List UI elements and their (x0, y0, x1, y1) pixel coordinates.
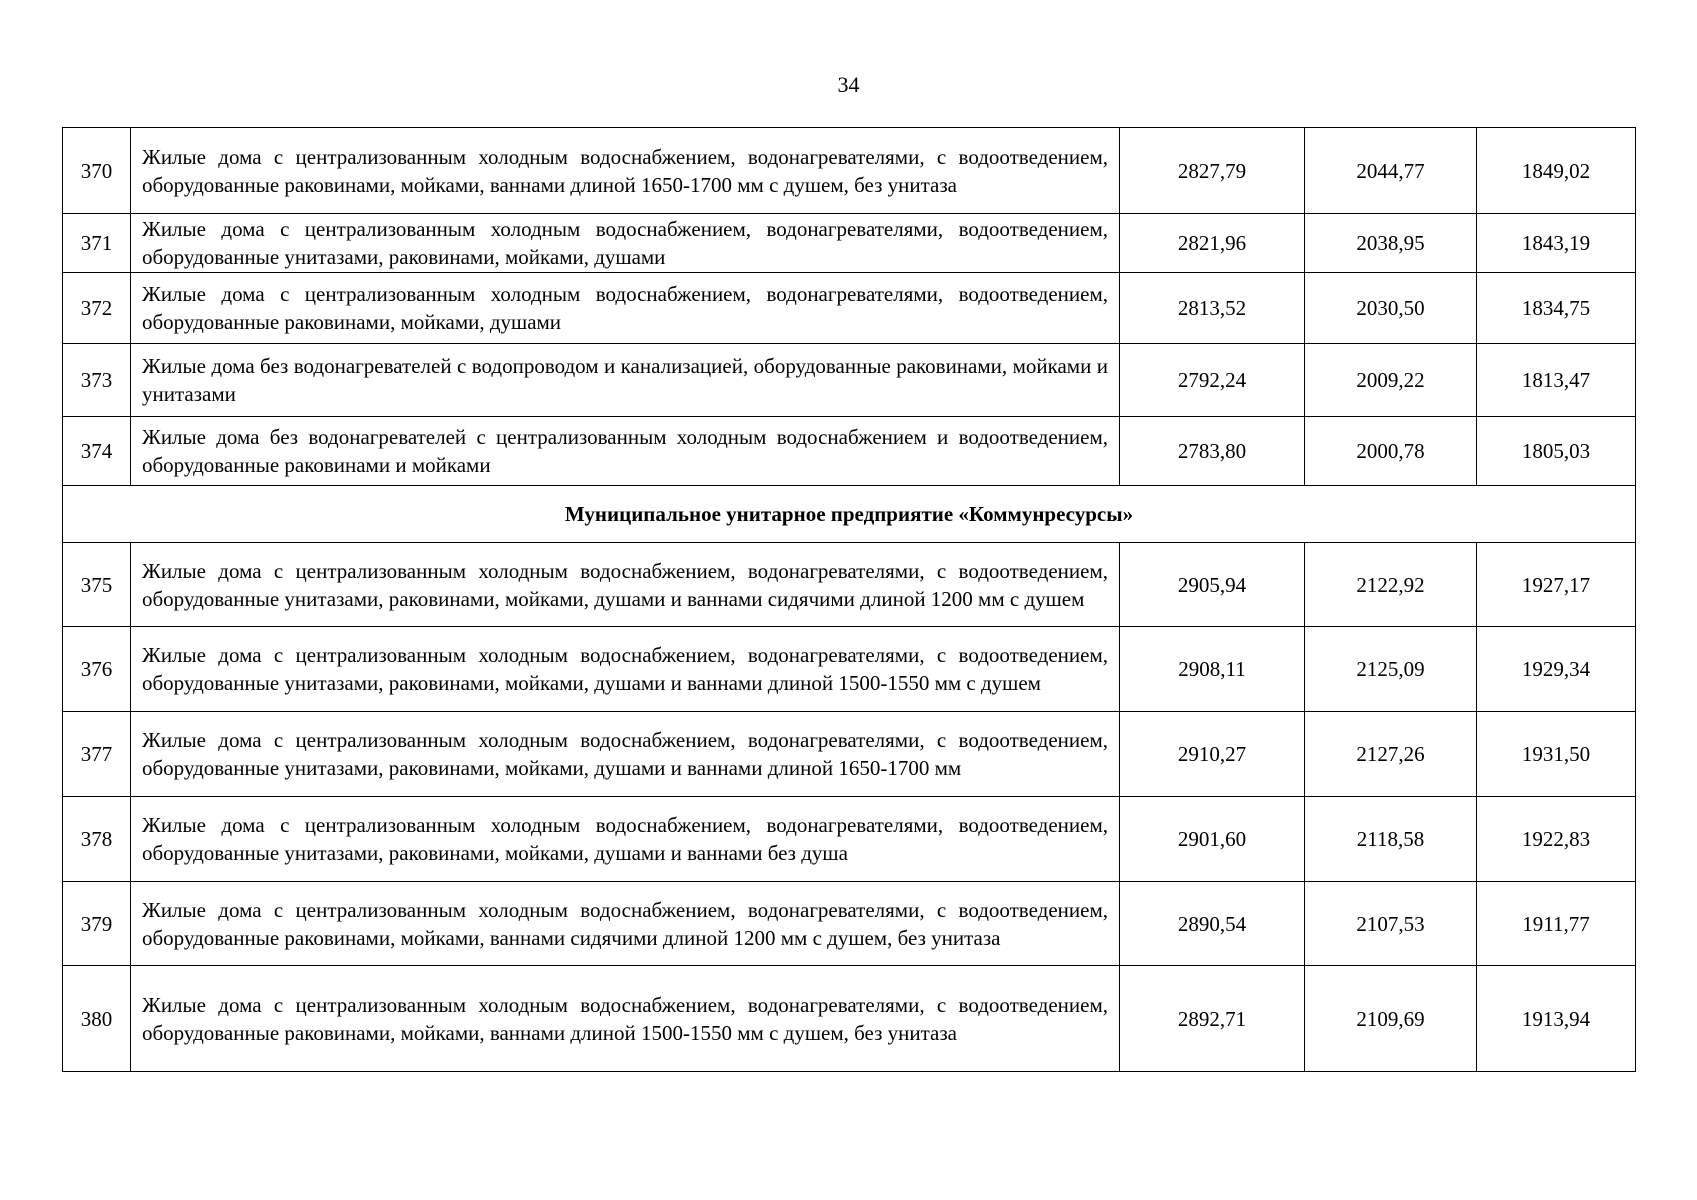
row-value-2: 2107,53 (1305, 882, 1477, 966)
row-value-3: 1805,03 (1477, 417, 1636, 486)
row-number: 377 (63, 712, 131, 797)
row-number: 378 (63, 797, 131, 882)
row-number: 376 (63, 627, 131, 712)
row-value-1: 2783,80 (1120, 417, 1305, 486)
row-description: Жилые дома с централизованным холодным водоснабжением, водонагревателями, водоотведением, оборудованные раковинами, мойками, душами (131, 273, 1120, 344)
row-number: 375 (63, 543, 131, 627)
row-description: Жилые дома с централизованным холодным водоснабжением, водонагревателями, с водоотведением, оборудованные унитазами, раковинами, мойками, душами и ваннами длиной 1650-1700 мм (131, 712, 1120, 797)
table-row (63, 797, 1636, 882)
row-value-2: 2118,58 (1305, 797, 1477, 882)
tariff-table (62, 127, 1636, 1072)
section-title: Муниципальное унитарное предприятие «Коммунресурсы» (63, 486, 1636, 543)
row-value-3: 1849,02 (1477, 128, 1636, 214)
row-value-1: 2813,52 (1120, 273, 1305, 344)
row-value-1: 2827,79 (1120, 128, 1305, 214)
row-description: Жилые дома с централизованным холодным водоснабжением, водонагревателями, с водоотведением, оборудованные унитазами, раковинами, мойками, душами и ваннами длиной 1500-1550 мм с душем (131, 627, 1120, 712)
row-value-1: 2901,60 (1120, 797, 1305, 882)
row-value-3: 1813,47 (1477, 344, 1636, 417)
row-number: 371 (63, 214, 131, 273)
row-description: Жилые дома с централизованным холодным водоснабжением, водонагревателями, водоотведением, оборудованные унитазами, раковинами, мойками, душами (131, 214, 1120, 273)
row-value-2: 2044,77 (1305, 128, 1477, 214)
row-value-1: 2908,11 (1120, 627, 1305, 712)
row-value-1: 2892,71 (1120, 966, 1305, 1072)
row-value-3: 1922,83 (1477, 797, 1636, 882)
table-row (63, 128, 1636, 214)
row-description: Жилые дома с централизованным холодным водоснабжением, водонагревателями, с водоотведением, оборудованные раковинами, мойками, ваннами длиной 1500-1550 мм с душем, без унитаза (131, 966, 1120, 1072)
row-value-3: 1843,19 (1477, 214, 1636, 273)
row-description: Жилые дома без водонагревателей с водопроводом и канализацией, оборудованные раковинами, мойками и унитазами (131, 344, 1120, 417)
row-value-1: 2821,96 (1120, 214, 1305, 273)
table-row (63, 882, 1636, 966)
row-value-2: 2122,92 (1305, 543, 1477, 627)
table-row (63, 966, 1636, 1072)
row-value-1: 2792,24 (1120, 344, 1305, 417)
row-value-3: 1911,77 (1477, 882, 1636, 966)
table-row (63, 214, 1636, 273)
row-value-3: 1927,17 (1477, 543, 1636, 627)
row-value-2: 2000,78 (1305, 417, 1477, 486)
row-description: Жилые дома с централизованным холодным водоснабжением, водонагревателями, с водоотведением, оборудованные раковинами, мойками, ваннами сидячими длиной 1200 мм с душем, без унитаза (131, 882, 1120, 966)
row-value-2: 2127,26 (1305, 712, 1477, 797)
row-value-3: 1931,50 (1477, 712, 1636, 797)
row-value-2: 2009,22 (1305, 344, 1477, 417)
row-number: 373 (63, 344, 131, 417)
table-row (63, 273, 1636, 344)
table-row (63, 417, 1636, 486)
row-value-2: 2038,95 (1305, 214, 1477, 273)
row-description: Жилые дома с централизованным холодным водоснабжением, водонагревателями, с водоотведением, оборудованные унитазами, раковинами, мойками, душами и ваннами сидячими длиной 1200 мм с душем (131, 543, 1120, 627)
row-number: 374 (63, 417, 131, 486)
table-row (63, 543, 1636, 627)
row-value-3: 1834,75 (1477, 273, 1636, 344)
row-value-2: 2030,50 (1305, 273, 1477, 344)
row-number: 380 (63, 966, 131, 1072)
table-row (63, 344, 1636, 417)
row-value-1: 2890,54 (1120, 882, 1305, 966)
row-description: Жилые дома с централизованным холодным водоснабжением, водонагревателями, водоотведением, оборудованные унитазами, раковинами, мойками, душами и ваннами без душа (131, 797, 1120, 882)
page-number: 34 (837, 72, 860, 97)
row-number: 379 (63, 882, 131, 966)
row-number: 370 (63, 128, 131, 214)
row-value-2: 2109,69 (1305, 966, 1477, 1072)
table-row (63, 627, 1636, 712)
row-number: 372 (63, 273, 131, 344)
row-value-3: 1929,34 (1477, 627, 1636, 712)
table-row (63, 712, 1636, 797)
row-value-3: 1913,94 (1477, 966, 1636, 1072)
row-description: Жилые дома с централизованным холодным водоснабжением, водонагревателями, с водоотведением, оборудованные раковинами, мойками, ваннами длиной 1650-1700 мм с душем, без унитаза (131, 128, 1120, 214)
row-description: Жилые дома без водонагревателей с централизованным холодным водоснабжением и водоотведением, оборудованные раковинами и мойками (131, 417, 1120, 486)
row-value-1: 2910,27 (1120, 712, 1305, 797)
row-value-1: 2905,94 (1120, 543, 1305, 627)
section-header-row (63, 486, 1636, 543)
row-value-2: 2125,09 (1305, 627, 1477, 712)
